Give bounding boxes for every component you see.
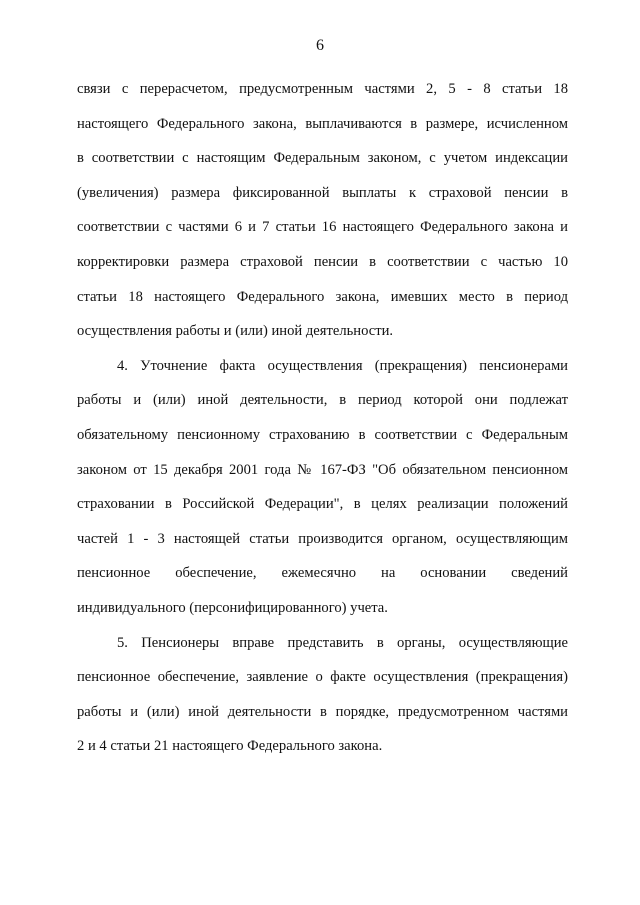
text-line: 4. Уточнение факта осуществления (прекращения) пенсионерами	[117, 357, 568, 374]
text-line: пенсионное обеспечение, ежемесячно на основании сведений	[77, 565, 568, 582]
paragraph-continuation	[77, 72, 568, 349]
text-line: работы и (или) иной деятельности в порядке, предусмотренном частями	[77, 703, 568, 720]
document-body	[77, 72, 568, 764]
page-number: 6	[316, 37, 324, 54]
text-line: статьи 18 настоящего Федерального закона, имевших место в период	[77, 288, 568, 305]
text-line: страховании в Российской Федерации", в целях реализации положений	[77, 496, 568, 513]
text-line: работы и (или) иной деятельности, в период которой они подлежат	[77, 392, 568, 409]
text-line: 2 и 4 статьи 21 настоящего Федерального закона.	[77, 738, 383, 755]
text-line: осуществления работы и (или) иной деятельности.	[77, 323, 394, 340]
text-line: индивидуального (персонифицированного) учета.	[77, 599, 388, 616]
text-line: в соответствии с настоящим Федеральным законом, с учетом индексации	[77, 150, 568, 167]
text-line: связи с перерасчетом, предусмотренным частями 2, 5 - 8 статьи 18	[77, 81, 568, 97]
text-line: (увеличения) размера фиксированной выплаты к страховой пенсии в	[77, 184, 568, 201]
text-line: корректировки размера страховой пенсии в соответствии с частью 10	[77, 253, 568, 270]
text-line: соответствии с частями 6 и 7 статьи 16 настоящего Федерального закона и	[77, 219, 568, 236]
text-line: обязательному пенсионному страхованию в соответствии с Федеральным	[77, 426, 568, 443]
text-line: пенсионное обеспечение, заявление о факте осуществления (прекращения)	[77, 669, 568, 686]
text-line: настоящего Федерального закона, выплачиваются в размере, исчисленном	[77, 115, 568, 132]
text-line: 5. Пенсионеры вправе представить в органы, осуществляющие	[117, 634, 568, 651]
paragraph-item-5	[77, 626, 568, 764]
text-line: частей 1 - 3 настоящей статьи производится органом, осуществляющим	[77, 530, 568, 547]
paragraph-item-4	[77, 349, 568, 626]
text-line: законом от 15 декабря 2001 года № 167-ФЗ "Об обязательном пенсионном	[77, 461, 568, 478]
